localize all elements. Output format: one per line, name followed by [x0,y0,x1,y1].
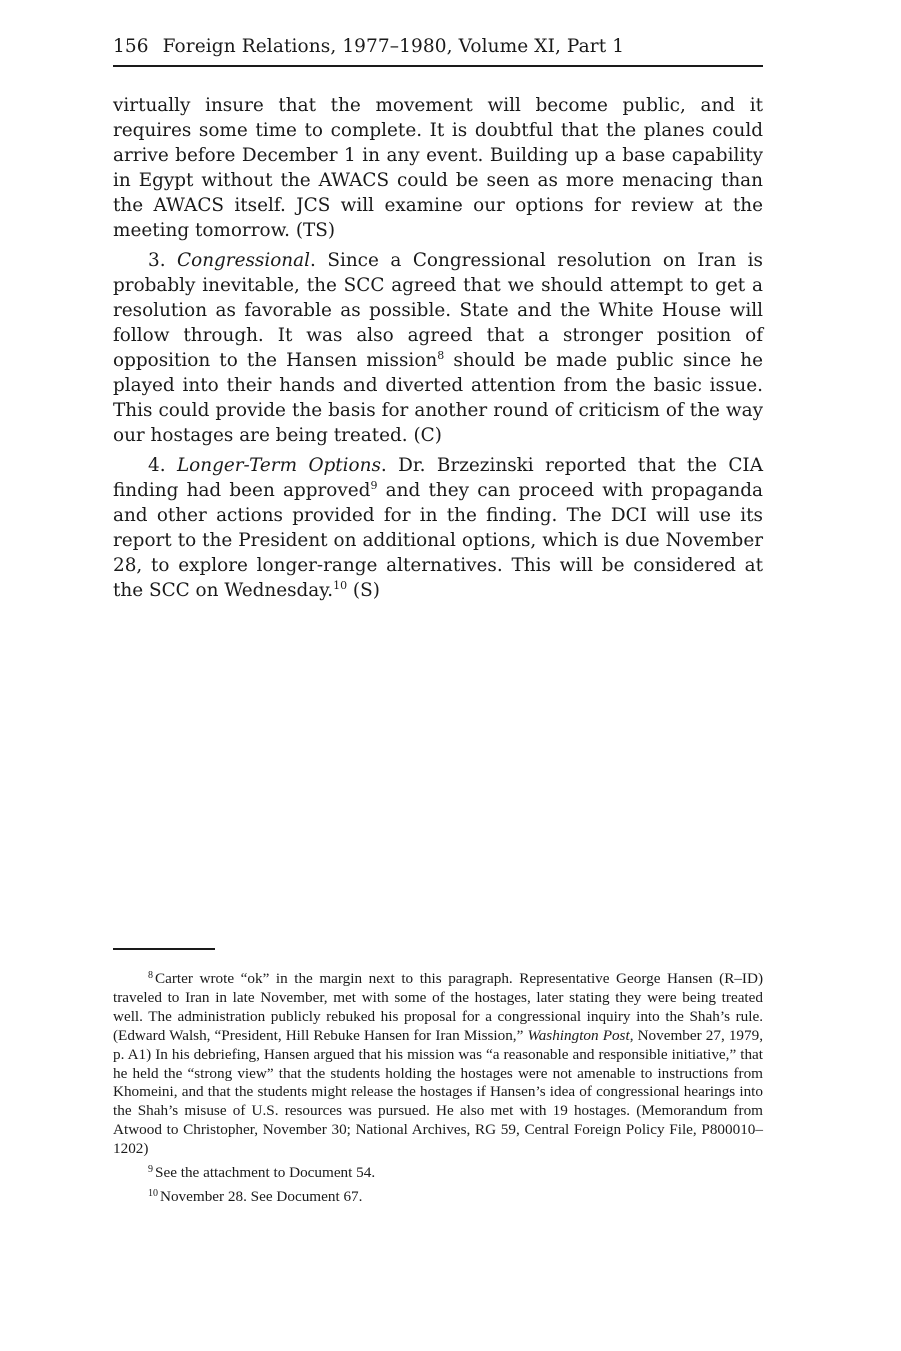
footnote-ref-10[interactable]: 10 [333,579,348,592]
paragraph-congressional [113,248,763,448]
paragraph-text: should be made public since he played into their hands and diverted attention from the basic issue. This could provide the basis for another round of criticism of the way our hostages are being treated. (C) [113,350,763,446]
paragraph-text: . Dr. Brzezinski reported that the CIA finding had been approved [113,455,763,501]
paragraph-number: 3. [148,250,178,271]
footnotes [113,970,763,1212]
page [113,36,763,608]
running-head [113,36,763,67]
paragraph-longer-term-options [113,453,763,603]
paragraph-text: and they can proceed with propaganda and other actions provided for in the finding. The DCI will use its report to the President on additional options, which is due November 28, to explore longer-range alternatives. This will be considered at the SCC on Wednesday. [113,480,763,601]
footnote-text: Carter wrote “ok” in the margin next to this paragraph. Representative George Hansen (R–ID) traveled to Iran in late November, met with some of the hostages, later stating they were being treated well. The administration publicly rebuked his proposal for a congressional inquiry into the Shah’s rule. (Edward Walsh, “President, Hill Rebuke Hansen for Iran Mission,” [113,970,763,1044]
footnote-number: 10 [148,1187,158,1199]
footnote-text: November 28. See Document 67. [160,1187,363,1205]
paragraph-text: . Since a Congressional resolution on Iran is probably inevitable, the SCC agreed that we should attempt to get a resolution as favorable as possible. State and the White House will follow through. It was also agreed that a stronger position of opposition to the Hansen mission [113,250,763,371]
footnote-divider [113,948,215,950]
paragraph-text: (S) [347,580,380,601]
footnote-number: 9 [148,1164,153,1176]
running-title: Foreign Relations, 1977–1980, Volume XI, Part 1 [162,36,625,57]
section-heading-congressional: Congressional [177,250,311,271]
publication-title: Washington Post [527,1026,630,1044]
body-text [113,93,763,603]
footnote-9 [113,1164,763,1183]
paragraph-continued [113,93,763,243]
section-heading-longer-term: Longer-Term Options [176,455,381,476]
footnote-text: See the attachment to Document 54. [155,1164,376,1182]
footnote-ref-9[interactable]: 9 [370,479,378,492]
footnote-10 [113,1188,763,1207]
footnote-number: 8 [148,970,153,981]
paragraph-number: 4. [148,455,177,476]
page-number: 156 [113,36,149,57]
paragraph-text: virtually insure that the movement will become public, and it requires some time to complete. It is doubtful that the planes could arrive before December 1 in any event. Building up a base capability in Egypt without the AWACS could be seen as more menacing than the AWACS itself. JCS will examine our options for review at the meeting tomorrow. (TS) [113,95,763,241]
footnote-ref-8[interactable]: 8 [437,349,445,362]
footnote-8 [113,970,763,1159]
footnote-text: , November 27, 1979, p. A1) In his debriefing, Hansen argued that his mission was “a reasonable and responsible initiative,” that he held the “strong view” that the students holding the hostages were not amenable to instructions from Khomeini, and that the students might release the hostages if Hansen’s idea of congressional hearings into the Shah’s misuse of U.S. resources was pursued. He also met with 19 hostages. (Memorandum from Atwood to Christopher, November 30; National Archives, RG 59, Central Foreign Policy File, P800010–1202) [113,1026,764,1158]
